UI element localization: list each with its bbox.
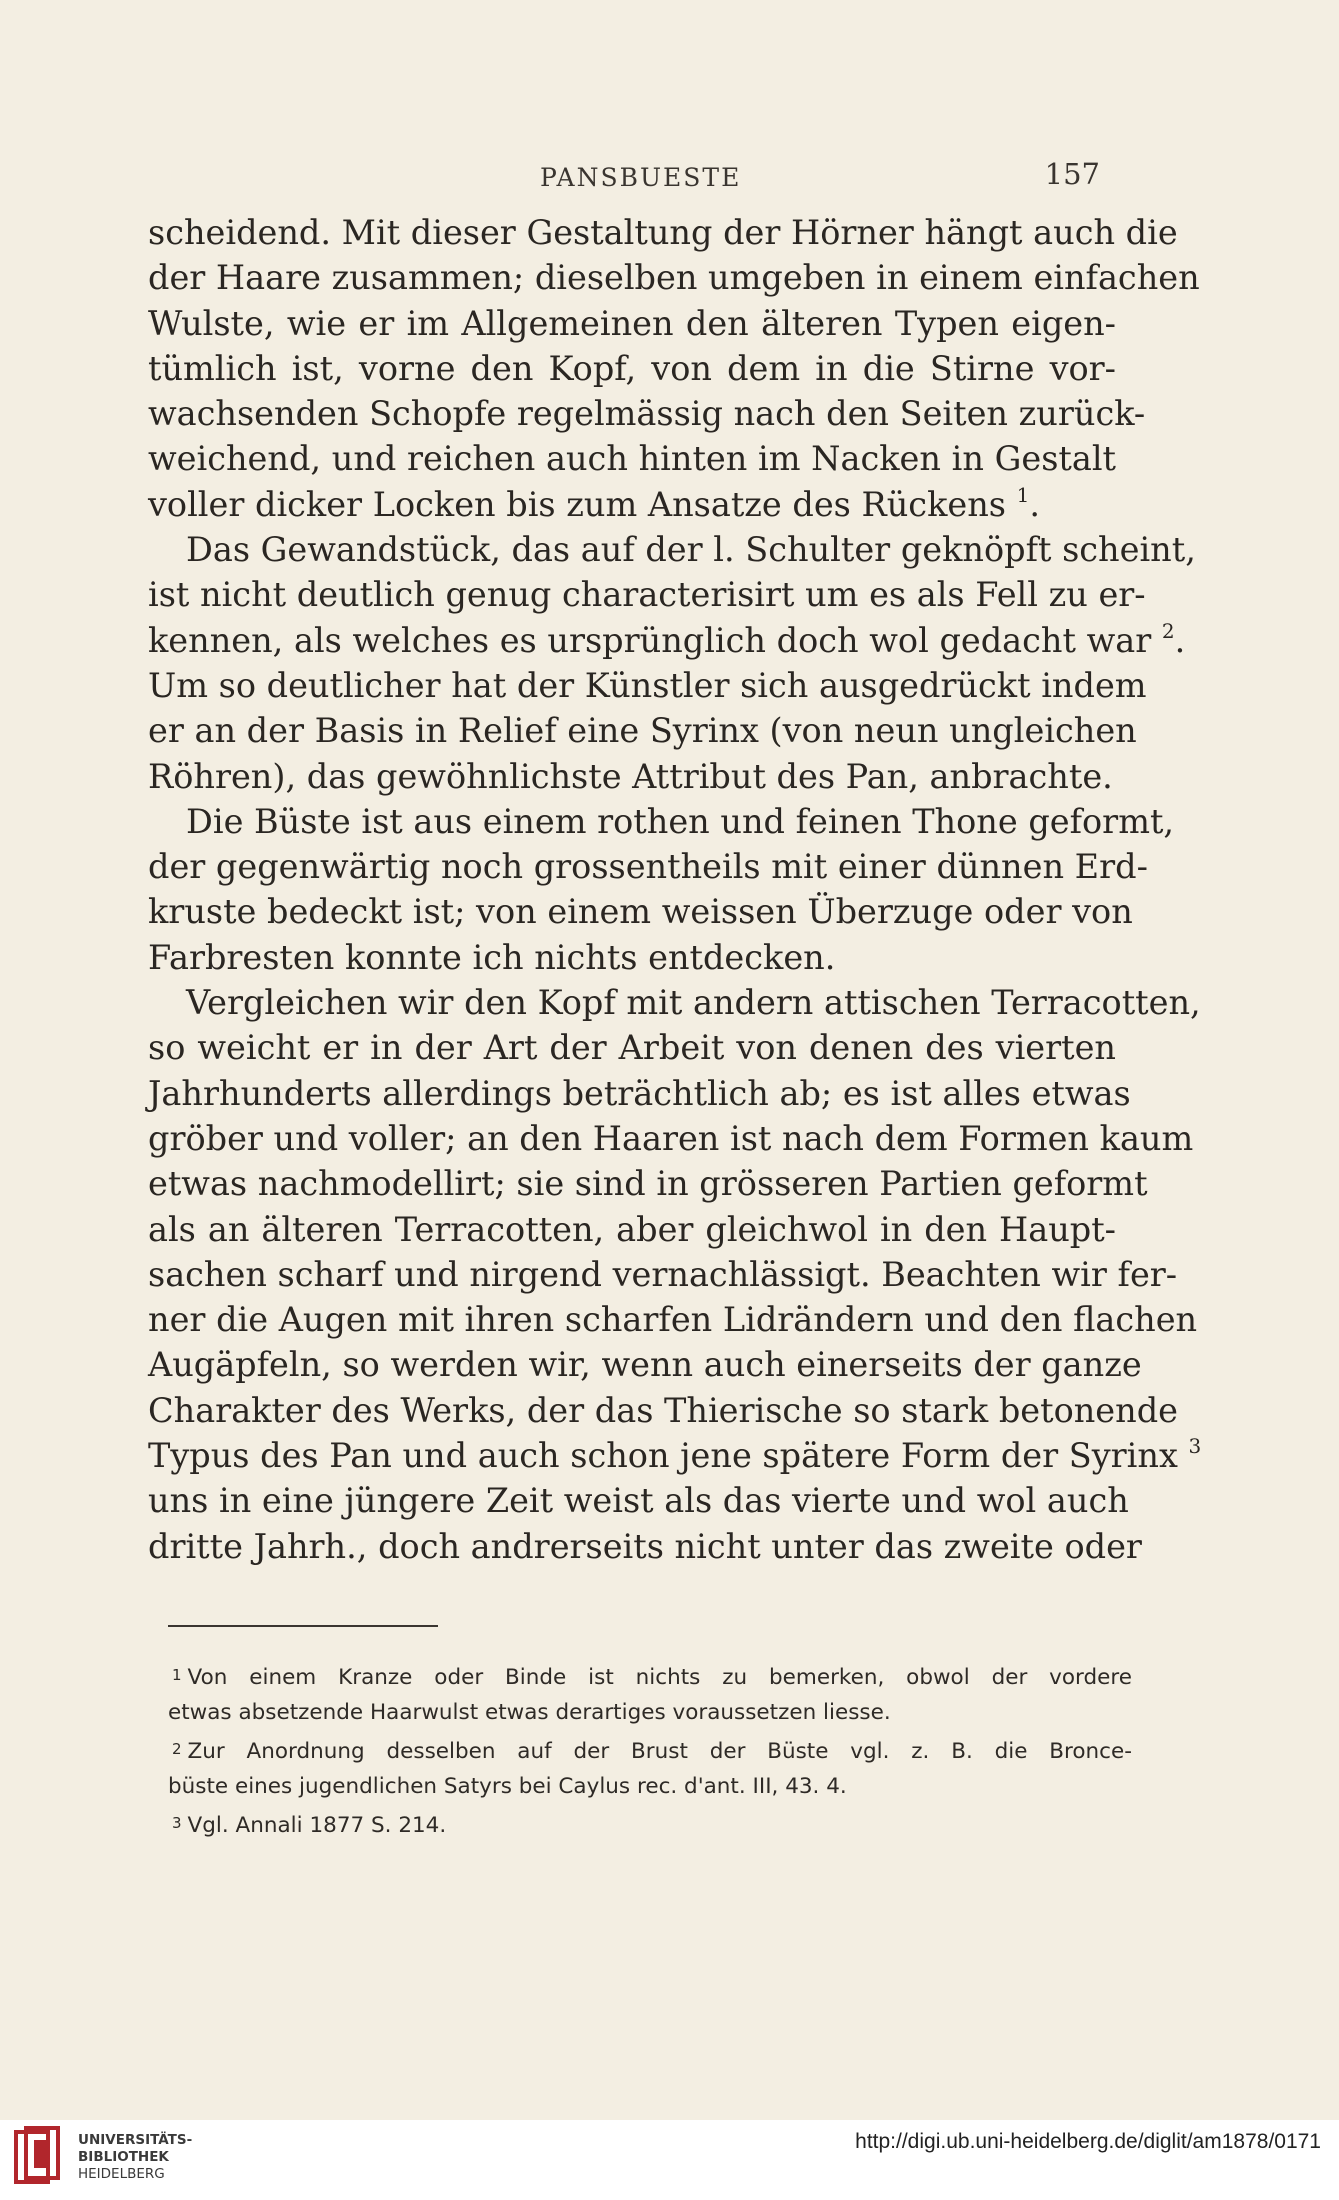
permalink-url[interactable]: http://digi.ub.uni-heidelberg.de/diglit/am1878/0171 bbox=[855, 2130, 1321, 2153]
body-text bbox=[148, 210, 1202, 1569]
text-line: scheidend. Mit dieser Gestaltung der Hörner hängt auch die bbox=[148, 213, 1178, 252]
sentence-period: . bbox=[1174, 620, 1186, 660]
text-line: ist nicht deutlich genug characterisirt um es als Fell zu er- bbox=[148, 575, 1146, 615]
text-line-content: voller dicker Locken bis zum Ansatze des Rückens bbox=[148, 484, 1006, 524]
text-line: kruste bedeckt ist; von einem weissen Überzuge oder von bbox=[148, 892, 1133, 932]
text-line: etwas nachmodellirt; sie sind in grösseren Partien geformt bbox=[148, 1164, 1148, 1204]
footnote-text: Zur Anordnung desselben auf der Brust der Büste vgl. z. B. die Bronce- bbox=[187, 1739, 1132, 1764]
sentence-period: . bbox=[1029, 484, 1041, 524]
text-line: gröber und voller; an den Haaren ist nach dem Formen kaum bbox=[148, 1118, 1194, 1158]
footnote-line bbox=[172, 1805, 1132, 1842]
footnote-ref-group bbox=[1161, 618, 1186, 660]
text-line: so weicht er in der Art der Arbeit von denen des vierten bbox=[148, 1028, 1116, 1068]
text-line bbox=[148, 618, 1186, 663]
text-line: Augäpfeln, so werden wir, wenn auch einerseits der ganze bbox=[148, 1345, 1142, 1385]
viewer-footer bbox=[0, 2120, 1339, 2200]
footnote-line: etwas absetzende Haarwulst etwas derartiges voraussetzen liesse. bbox=[168, 1700, 891, 1725]
text-line bbox=[148, 482, 1116, 527]
text-line: der Haare zusammen; dieselben umgeben in einem einfachen bbox=[148, 258, 1200, 298]
text-line: Das Gewandstück, das auf der l. Schulter geknöpft scheint, bbox=[186, 530, 1196, 570]
text-line: Jahrhunderts allerdings beträchtlich ab; es ist alles etwas bbox=[148, 1073, 1131, 1113]
text-line: Röhren), das gewöhnlichste Attribut des Pan, anbrachte. bbox=[148, 756, 1113, 796]
text-line: der gegenwärtig noch grossentheils mit einer dünnen Erd- bbox=[148, 847, 1148, 887]
footnote-line: büste eines jugendlichen Satyrs bei Caylus rec. d'ant. III, 43. 4. bbox=[168, 1774, 847, 1799]
footnote-ref-2[interactable]: 2 bbox=[1161, 618, 1175, 643]
text-line bbox=[148, 1433, 1202, 1478]
footnote-line bbox=[172, 1731, 1132, 1768]
library-name-line: HEIDELBERG bbox=[78, 2166, 165, 2182]
text-line: als an älteren Terracotten, aber gleichwol in den Haupt- bbox=[148, 1209, 1116, 1249]
text-line: tümlich ist, vorne den Kopf, von dem in die Stirne vor- bbox=[148, 348, 1116, 388]
page-number: 157 bbox=[1044, 157, 1100, 191]
text-line-content: Typus des Pan und auch schon jene spätere Form der Syrinx bbox=[148, 1436, 1178, 1476]
library-name-line: BIBLIOTHEK bbox=[78, 2149, 169, 2165]
running-head bbox=[150, 157, 1100, 203]
text-line: ner die Augen mit ihren scharfen Lidrändern und den flachen bbox=[148, 1300, 1198, 1340]
footnote-mark: 2 bbox=[172, 1740, 182, 1758]
library-name bbox=[78, 2132, 192, 2183]
text-line: Vergleichen wir den Kopf mit andern attischen Terracotten, bbox=[186, 983, 1201, 1023]
text-line: Wulste, wie er im Allgemeinen den älteren Typen eigen- bbox=[148, 303, 1116, 343]
footnote-text: Von einem Kranze oder Binde ist nichts zu bemerken, obwol der vordere bbox=[187, 1665, 1132, 1690]
footnote-mark: 3 bbox=[172, 1814, 182, 1832]
text-line: weichend, und reichen auch hinten im Nacken in Gestalt bbox=[148, 439, 1116, 479]
running-title: PANSBUESTE bbox=[540, 163, 742, 192]
footnote-ref-1[interactable]: 1 bbox=[1016, 482, 1030, 507]
footnote-text: Vgl. Annali 1877 S. 214. bbox=[187, 1813, 447, 1838]
text-line: er an der Basis in Relief eine Syrinx (von neun ungleichen bbox=[148, 711, 1137, 751]
text-line: Farbresten konnte ich nichts entdecken. bbox=[148, 937, 836, 977]
footnote-divider bbox=[168, 1625, 438, 1627]
library-logo-icon bbox=[14, 2126, 64, 2188]
text-line: Um so deutlicher hat der Künstler sich ausgedrückt indem bbox=[148, 665, 1147, 705]
library-name-line: UNIVERSITÄTS- bbox=[78, 2132, 193, 2148]
text-line-content: kennen, als welches es ursprünglich doch wol gedacht war bbox=[148, 620, 1152, 660]
text-line: dritte Jahrh., doch andrerseits nicht unter das zweite oder bbox=[148, 1526, 1142, 1566]
footnote-ref-3[interactable]: 3 bbox=[1188, 1434, 1202, 1459]
text-line: Charakter des Werks, der das Thierische so stark betonende bbox=[148, 1390, 1178, 1430]
footnote-mark: 1 bbox=[172, 1666, 182, 1684]
footnote-line bbox=[172, 1657, 1132, 1694]
text-line: uns in eine jüngere Zeit weist als das vierte und wol auch bbox=[148, 1481, 1129, 1521]
text-line: sachen scharf und nirgend vernachlässigt. Beachten wir fer- bbox=[148, 1254, 1178, 1294]
text-line: Die Büste ist aus einem rothen und feinen Thone geformt, bbox=[186, 801, 1175, 841]
footnotes bbox=[168, 1657, 1132, 1842]
text-line: wachsenden Schopfe regelmässig nach den Seiten zurück- bbox=[148, 394, 1146, 434]
